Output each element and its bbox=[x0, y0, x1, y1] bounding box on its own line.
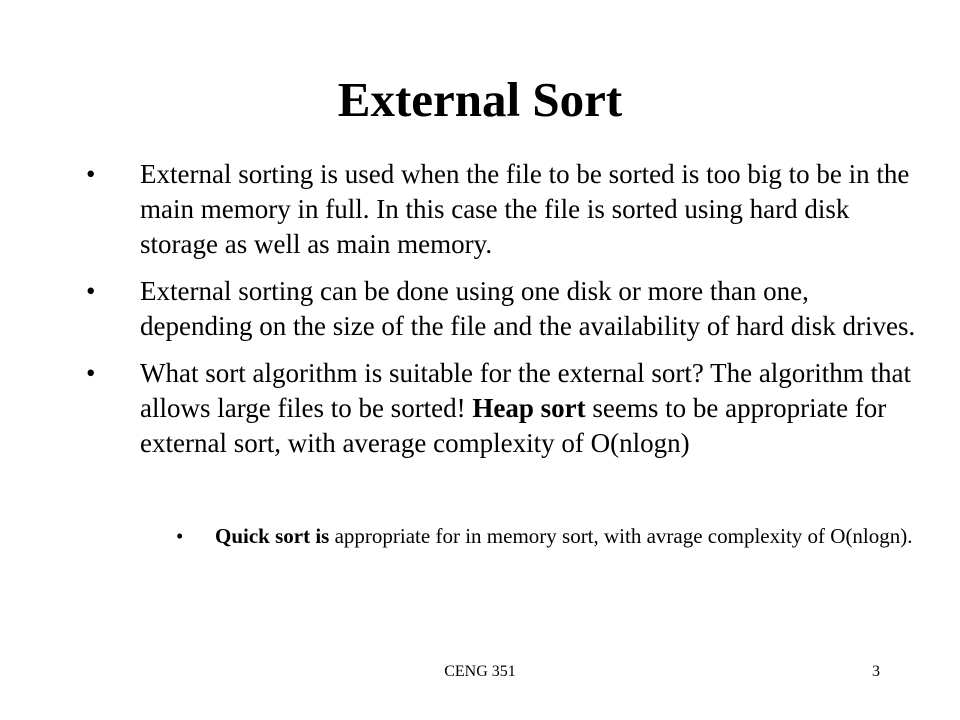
bullet-text: External sorting is used when the file to be sorted is too big to be in the main memory in full. In this case the file is sorted using hard disk storage as well as main memory. bbox=[140, 159, 910, 259]
footer-page-number: 3 bbox=[872, 663, 880, 680]
slide-title: External Sort bbox=[337, 72, 623, 127]
sub-bullet-list bbox=[80, 524, 920, 549]
bullet-text-part: What sort algorithm is suitable for the external sort? The algorithm that allows large files to be sorted! bbox=[140, 358, 912, 423]
sub-bullet-emphasis: Quick sort is bbox=[215, 524, 330, 548]
bullet-mark: • bbox=[86, 159, 96, 189]
bullet-mark: • bbox=[86, 276, 96, 306]
bullet-list bbox=[80, 157, 920, 473]
sub-bullet-text-part: appropriate for in memory sort, with avrage complexity of O(nlogn). bbox=[329, 524, 913, 548]
bullet-text-part: seems to be appropriate for external sort, with average complexity of O(nlogn) bbox=[140, 393, 887, 458]
sub-bullet-item bbox=[173, 524, 920, 549]
footer-course: CENG 351 bbox=[444, 663, 516, 680]
bullet-text bbox=[140, 356, 920, 461]
bullet-item bbox=[80, 157, 920, 262]
bullet-mark: • bbox=[86, 358, 96, 388]
bullet-emphasis: Heap sort bbox=[472, 393, 586, 423]
sub-bullet-text bbox=[215, 524, 920, 549]
bullet-text: External sorting can be done using one disk or more than one, depending on the size of the file and the availability of hard disk drives. bbox=[140, 276, 916, 341]
bullet-item bbox=[80, 356, 920, 461]
bullet-item bbox=[80, 274, 920, 344]
sub-bullet-mark: • bbox=[176, 524, 184, 548]
